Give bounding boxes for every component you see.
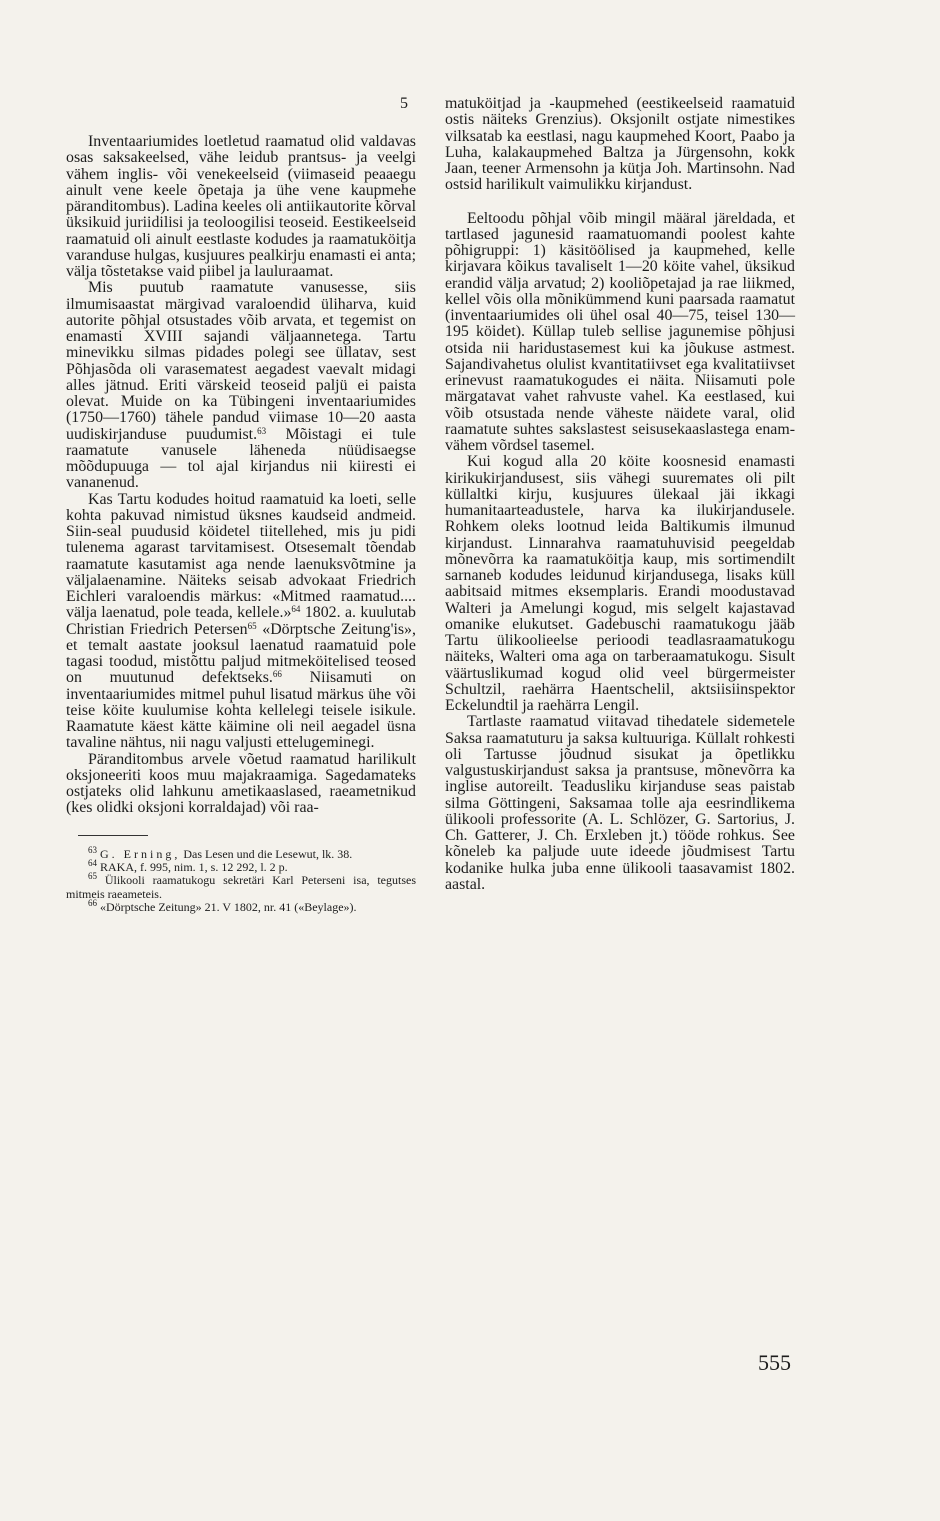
paragraph	[66, 492, 416, 752]
right-column	[445, 96, 795, 893]
page-number-bottom: 555	[758, 1350, 791, 1375]
footnote-text: «Dörptsche Zeitung» 21. V 1802, nr. 41 («Beylage»).	[100, 900, 357, 915]
footnote-ref: 64	[291, 604, 301, 615]
footnote-ref: 63	[257, 425, 267, 436]
paragraph-gap	[445, 194, 795, 211]
paragraph-text: Mõistagi ei tule raamatute vanusele läheneda nüüdisaegse mõõdupuuga — tol ajal kirjandus nii kiiresti ei vananenud.	[66, 425, 416, 492]
paragraph-text: Mis puutub raamatute vanusesse, siis ilmumisaastat märgivad varaloendid üliharva, kuid autorite põhjal otsustades võib arvata, et tegemist on enamasti XVIII sajandi väljaannetega. Tartu minevikku silmas pidades polegi see üllatav, sest Põhjasõda oli varasematest aegadest vaevalt midagi alles jätnud. Eriti värskeid teoseid paljü ei paista olevat. Muide on ka Tübingeni inventaariumides (1750—1760) tähele pandud viimase 10—20 aasta uudiskirjanduse puudumist.	[66, 279, 416, 443]
paragraph: Kui kogud alla 20 köite koosnesid enamasti kirikukirjandusest, siis vähegi suuremates oli pilt küllaltki kirju, kusjuures ülekaal jäi ikkagi humanitaarteadustele, harva ka ilukirjandusele. Rohkem oleks lootnud leida Baltikumis ilmunud kirjandust. Linnarahva raamatuhuvisid peegeldab mõnevõrra ka raamatuköitja kaup, mis sortimendilt sarnaneb kodudes leidunud kirjandusega, lisaks küll aabitsaid mitmes eksemplaris. Erandi moodustavad Walteri ja Amelungi kogud, mis selgelt kajastavad omanike elukutset. Gadebuschi raamatukogu jääb Tartu ülikoolieelse perioodi teadlasraamatukogu näiteks, Walteri oma aga on tarberaamatukogu. Sisult väärtuslikumad kogud olid veel bürgermeister Schultzil, raehärra Haentschelil, aktsiisiinspektor Eckelundtil ja raehärra Lengil.	[445, 453, 795, 714]
paragraph-text: 1802. a. kuulutab Christian Friedrich Petersen	[66, 604, 416, 638]
paragraph: Päranditombus arvele võetud raamatud harilikult oksjoneeriti koos muu majakraamiga. Sagedamateks ostjateks olid lahkunu ametikaaslased, raeametnikud (kes olidki oksjoni korraldajad) või raa-	[66, 750, 416, 817]
footnote	[66, 844, 416, 861]
footnote-mark: 64	[88, 857, 97, 868]
footnote-text: Das Lesen und die Lesewut, lk. 38.	[183, 846, 353, 861]
paragraph: Tartlaste raamatud viitavad tihedatele sidemetele Saksa raamatuturu ja saksa kultuuriga. Küllalt rohkesti oli Tartusse jõudnud sisukat ja õpetlikku valgustuskirjandust saksa ja prantsuse, mõnevõrra ka inglise autoreilt. Teadusliku kirjanduse seas paistab silma Göttingeni, Saksamaa tolle aja eesrindlikema ülikooli professorite (A. L. Schlözer, G. Sartorius, J. Ch. Gatterer, J. Ch. Erxleben jt.) tööde rohkus. See kõneleb ka paljude uute ideede jõudmisest Tartu kodanike hulka juba enne ülikooli taasavamist 1802. aastal.	[445, 713, 795, 893]
footnote-mark: 63	[88, 844, 97, 855]
footnotes	[66, 844, 416, 915]
footnote-ref: 66	[272, 669, 282, 680]
footnote-text: Ülikooli raamatukogu sekretäri Karl Peterseni isa, tegutses mitmeis raeameteis.	[66, 873, 416, 901]
page-number-top: 5	[400, 95, 408, 112]
footnote	[66, 871, 416, 901]
paragraph: matuköitjad ja -kaupmehed (eestikeelseid raamatuid ostis näiteks Grenzius). Oksjonilt ostjate nimestikes vilksatab ka eestlasi, nagu kaupmehed Koort, Paabo ja Luha, kalakaupmehed Baltza ja Jürgensohn, kokk Jaan, teener Armensohn ja kütja Joh. Martinsohn. Nad ostsid harilikult vaimulikku kirjandust.	[445, 95, 795, 194]
left-column	[66, 96, 416, 915]
paragraph	[66, 280, 416, 491]
footnote-divider	[78, 835, 148, 836]
paragraph-text: «Dörptsche Zeitung'is», et temalt aastate jooksul laenatud raamatuid pole tagasi toodud, mistõttu paljud mitmeköitelised teosed on muutunud defektseks.	[66, 620, 416, 687]
paragraph: Inventaariumides loetletud raamatud olid valdavas osas saksakeelsed, vähe leidub prantsus- ja veelgi vähem inglis- või venekeelseid (viimaseid peaaegu ainult vene keele õpetaja ja ühe vene kaupmehe päranditombus). Ladina keeles oli antiikautorite kõrval üksikuid juriidilisi ja teoloogilisi teoseid. Eestikeelseid raamatuid oli ainult eestlaste kodudes ja raamatuköitja varanduse hulgas, kusjuures pealkirju enamasti ei anta; välja tõstetakse vaid piibel ja lauluraamat.	[66, 133, 416, 280]
paragraph: Eeltoodu põhjal võib mingil määral järeldada, et tartlased jagunesid raamatuomandi poolest kahte põhigruppi: 1) käsitöölised ja kaupmehed, kelle kirjavara kõikus tavaliselt 1—20 köite vahel, üksikud erandid välja arvatud; 2) kooliõpetajad ja rae liikmed, kellel võis olla mõnikümmend kuni paarsada raamatut (inventaariumides oli ühel osal 40—75, teisel 130—195 köidet). Küllap tuleb sellise jagunemise põhjusi otsida nii haridustasemest kui ka jõukuse astmest. Sajandivahetus olulist kvantitatiivset ega kvalitatiivset erinevust raamatukogudes ei näita. Niisamuti pole märgatavat vahet rahvuste vahel. Ka eestlased, kui võib otsustada nende väheste näidete varal, olid raamatute suhtes sakslastest seisusekaaslastega enam-vähem võrdsel tasemel.	[445, 209, 795, 454]
footnote-mark: 66	[88, 898, 97, 909]
paragraph-text: Kas Tartu kodudes hoitud raamatuid ka loeti, selle kohta pakuvad nimistud üksnes kaudseid andmeid. Siin-seal puudusid köidetel tiitellehed, mis ju pidi tulenema agarast tarvitamisest. Otsesemalt tõendab raamatute kasutamist aga nende laenuksvõtmine ja väljalaenamine. Näiteks seisab advokaat Friedrich Eichleri varaloendis märkus: «Mitmed raamatud.... välja laenatud, pole teada, kellele.»	[66, 490, 416, 622]
footnote-author: G. Erning,	[100, 846, 181, 861]
footnote	[66, 898, 416, 915]
footnote-text: RAKA, f. 995, nim. 1, s. 12 292, l. 2 p.	[100, 859, 288, 874]
footnote-mark: 65	[88, 871, 97, 882]
paragraph-text: Niisamuti on inventaariumides mitmel puhul lisatud märkus ühe või teise köite kuulumise kohta kellelegi teisele isikule. Raamatute käest kätte käimine oli neil aegadel üsna tavaline nähtus, nii nagu valjusti ettelugeminegi.	[66, 669, 416, 752]
footnote-ref: 65	[247, 620, 257, 631]
